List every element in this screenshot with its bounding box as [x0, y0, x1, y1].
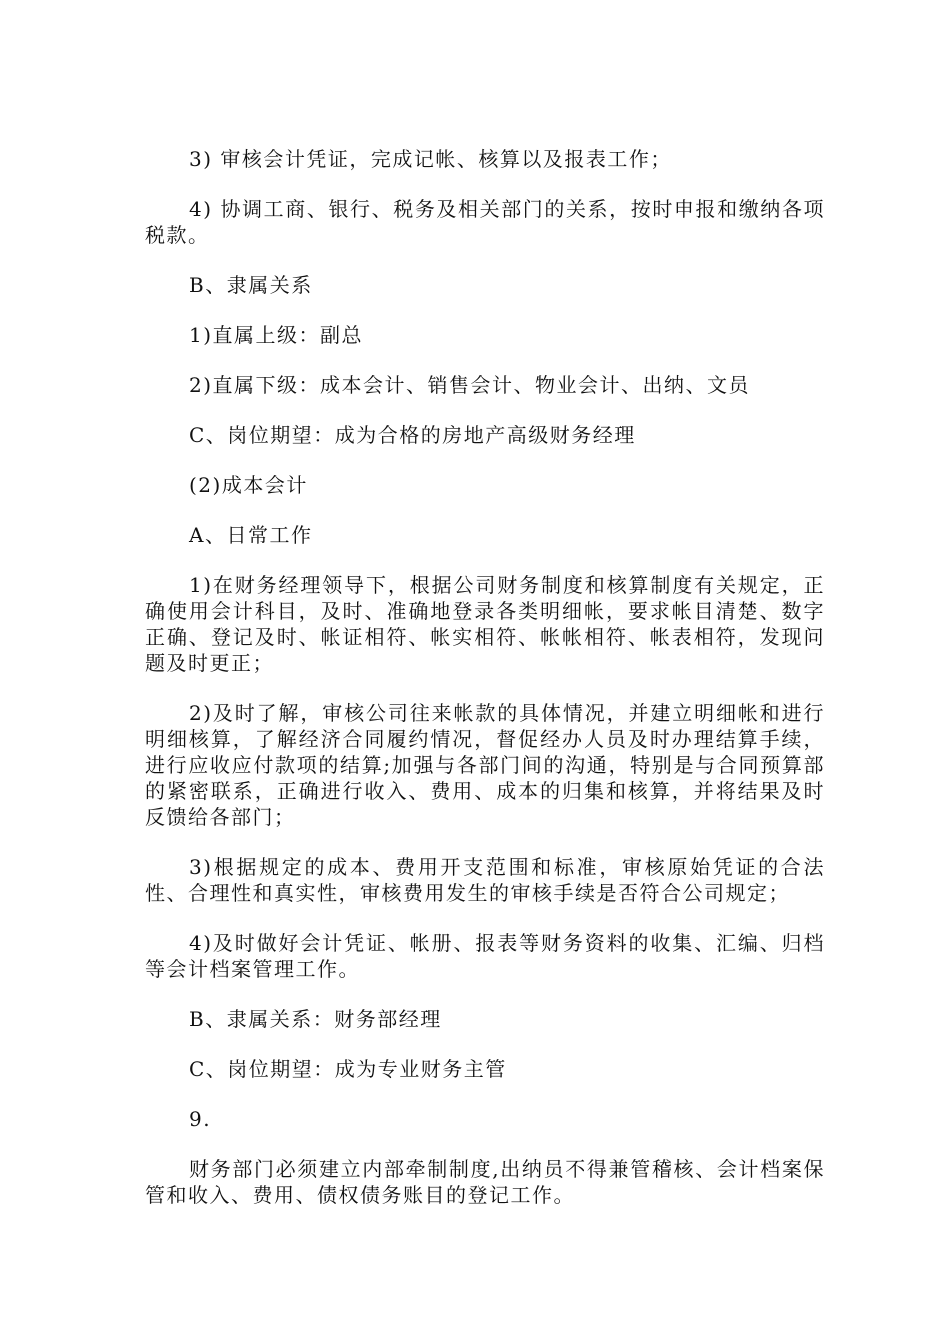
section-number: 9.: [189, 1107, 212, 1131]
paragraph-duty-2: 2)及时了解，审核公司往来帐款的具体情况，并建立明细帐和进行明细核算，了解经济合同履约情况，督促经办人员及时办理结算手续，进行应收应付款项的结算;加强与各部门间的沟通，特别是与合同预算部的紧密联系，正确进行收入、费用、成本的归集和核算，并将结果及时反馈给各部门；: [145, 701, 825, 829]
paragraph-direct-subordinates: 2)直属下级：成本会计、销售会计、物业会计、出纳、文员: [189, 373, 751, 397]
paragraph-internal-control: 财务部门必须建立内部牵制制度,出纳员不得兼管稽核、会计档案保管和收入、费用、债权债务账目的登记工作。: [145, 1157, 825, 1207]
heading-subordination: B、隶属关系: [189, 273, 313, 297]
paragraph-duty-3: 3)根据规定的成本、费用开支范围和标准，审核原始凭证的合法性、合理性和真实性，审核费用发生的审核手续是否符合公司规定；: [145, 855, 825, 905]
heading-daily-work: A、日常工作: [189, 523, 313, 547]
paragraph-duty-1: 1)在财务经理领导下，根据公司财务制度和核算制度有关规定，正确使用会计科目，及时、准确地登录各类明细帐，要求帐目清楚、数字正确、登记及时、帐证相符、帐实相符、帐帐相符、帐表相符，发现问题及时更正；: [145, 573, 825, 675]
paragraph-expectation-cost: C、岗位期望：成为专业财务主管: [189, 1057, 507, 1081]
document-body: [145, 146, 825, 1208]
paragraph-review-vouchers: 3) 审核会计凭证，完成记帐、核算以及报表工作；: [189, 147, 672, 171]
heading-cost-accountant: (2)成本会计: [189, 473, 308, 497]
paragraph-subordination-cost: B、隶属关系：财务部经理: [189, 1007, 442, 1031]
paragraph-direct-superior: 1)直属上级：副总: [189, 323, 364, 347]
paragraph-position-expectation: C、岗位期望：成为合格的房地产高级财务经理: [189, 423, 636, 447]
paragraph-coordinate-taxes: 4) 协调工商、银行、税务及相关部门的关系，按时申报和缴纳各项税款。: [145, 197, 825, 247]
paragraph-duty-4: 4)及时做好会计凭证、帐册、报表等财务资料的收集、汇编、归档等会计档案管理工作。: [145, 931, 825, 981]
